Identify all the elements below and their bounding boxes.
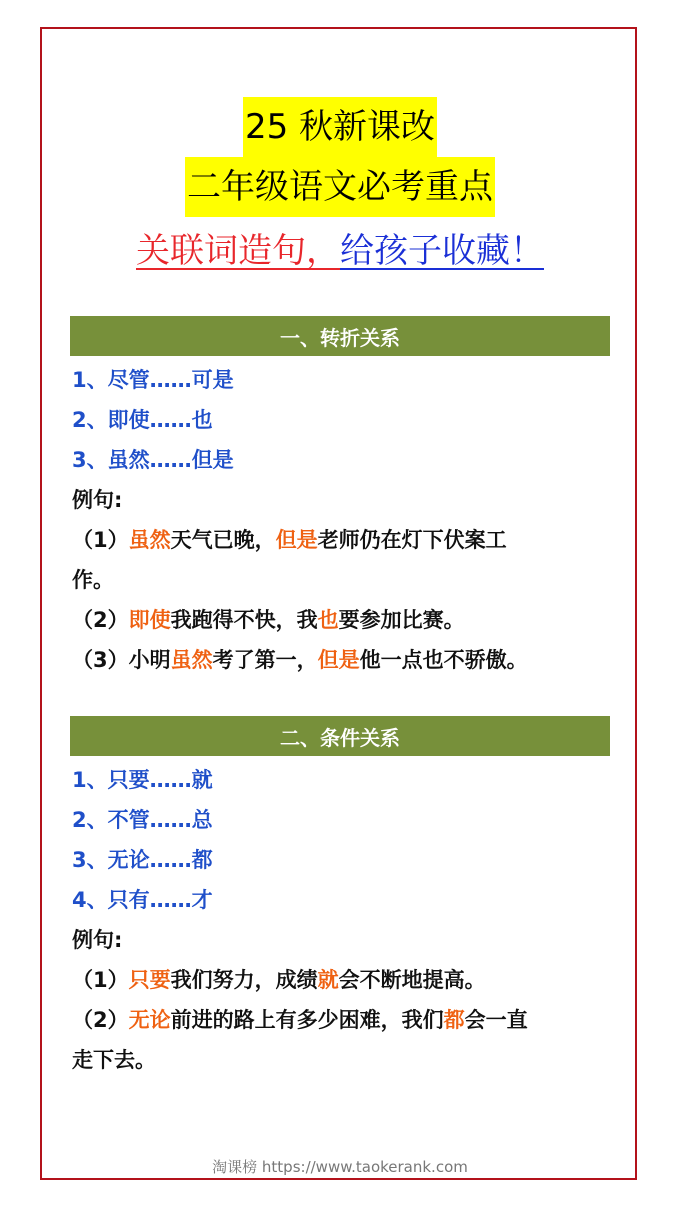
example-text: 老师仍在灯下伏案工: [317, 528, 507, 552]
keyword: 虽然: [170, 648, 213, 672]
title-highlight-2: 二年级语文必考重点: [185, 157, 495, 217]
item-2-3: 3、无论……都: [72, 848, 213, 872]
example-text: 会不断地提高。: [338, 968, 486, 992]
title-line-3: [0, 226, 680, 276]
subtitle-red: 关联词造句，: [136, 231, 340, 271]
example-2-2: [72, 1000, 528, 1040]
example-text: 前进的路上有多少困难，我们: [170, 1008, 444, 1032]
item-2-2: 2、不管……总: [72, 808, 213, 832]
example-text: （2）: [72, 1008, 129, 1032]
section-header-2: 二、条件关系: [70, 716, 610, 756]
keyword: 都: [443, 1008, 465, 1032]
item-1-1: 1、尽管……可是: [72, 368, 234, 392]
item-1-2: 2、即使……也: [72, 408, 213, 432]
footer-watermark: 淘课榜 https://www.taokerank.com: [212, 1158, 468, 1176]
keyword: 就: [317, 968, 339, 992]
item-2-1: 1、只要……就: [72, 768, 213, 792]
example-text: 他一点也不骄傲。: [359, 648, 528, 672]
keyword: 即使: [128, 608, 171, 632]
keyword: 只要: [128, 968, 171, 992]
example-text: 天气已晚，: [170, 528, 276, 552]
example-2-1: [72, 960, 486, 1000]
keyword: 虽然: [128, 528, 171, 552]
keyword: 但是: [275, 528, 318, 552]
example-text: 考了第一，: [212, 648, 318, 672]
example-text: 要参加比赛。: [338, 608, 465, 632]
keyword: 无论: [128, 1008, 171, 1032]
title-line-1: [0, 97, 680, 157]
section-header-1: 一、转折关系: [70, 316, 610, 356]
example-text: 我们努力，成绩: [170, 968, 318, 992]
item-1-3: 3、虽然……但是: [72, 448, 234, 472]
keyword: 但是: [317, 648, 360, 672]
example-1-2: [72, 600, 465, 640]
example-text: 我跑得不快，我: [170, 608, 318, 632]
example-text: 会一直: [464, 1008, 528, 1032]
example-label-2: 例句:: [72, 928, 123, 952]
example-label-1: 例句:: [72, 488, 123, 512]
example-text: （1）: [72, 968, 129, 992]
example-text: （2）: [72, 608, 129, 632]
title-line-2: [0, 157, 680, 217]
title-highlight-1: 25 秋新课改: [243, 97, 437, 157]
subtitle-blue: 给孩子收藏！: [340, 231, 544, 271]
item-2-4: 4、只有……才: [72, 888, 213, 912]
example-text: （3）小明: [72, 648, 171, 672]
keyword: 也: [317, 608, 339, 632]
example-1-1: [72, 520, 507, 560]
example-1-3: [72, 640, 528, 680]
example-2-2-continued: 走下去。: [72, 1048, 156, 1072]
example-1-1-continued: 作。: [72, 568, 114, 592]
example-text: （1）: [72, 528, 129, 552]
